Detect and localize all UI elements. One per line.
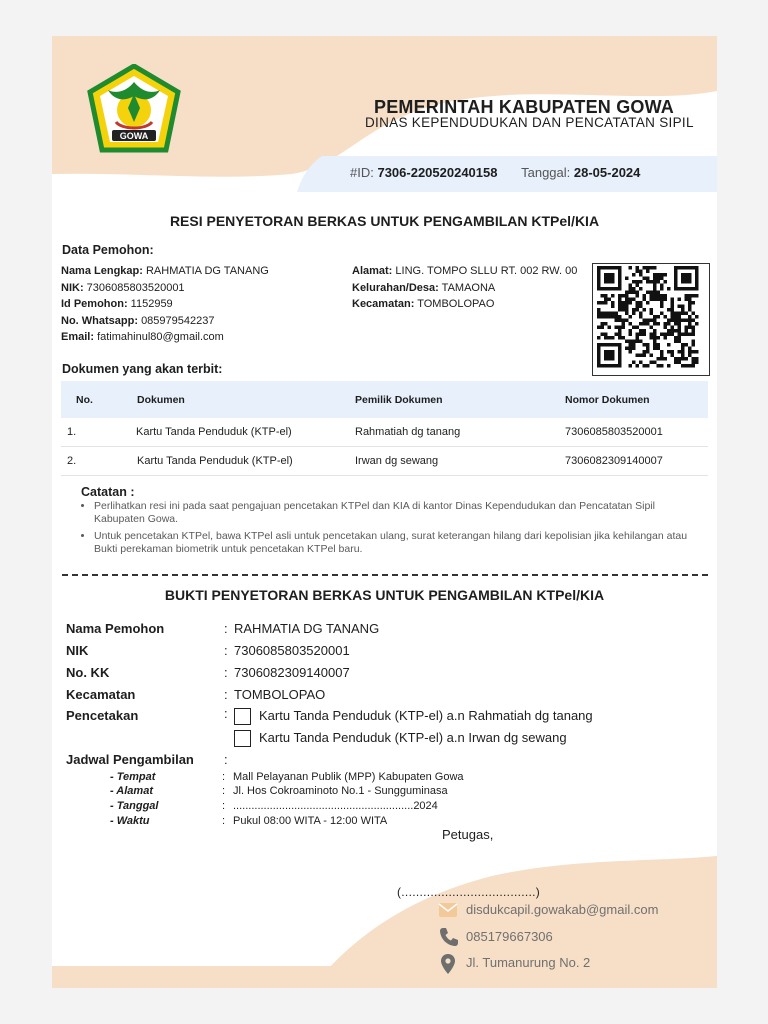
org-name: PEMERINTAH KABUPATEN GOWA — [374, 97, 674, 117]
notes-list — [80, 500, 694, 560]
id-label: #ID: — [350, 165, 374, 180]
id-value: 7306-220520240158 — [377, 165, 498, 180]
schedule-alamat: - Alamat : Jl. Hos Cokroaminoto No.1 - Sungguminasa — [110, 785, 448, 797]
field-alamat: Alamat: LING. TOMPO SLLU RT. 002 RW. 00 — [352, 265, 578, 277]
proof-row-kk: No. KK : 7306082309140007 — [66, 665, 350, 680]
org-subtitle: DINAS KEPENDUDUKAN DAN PENCATATAN SIPIL — [365, 115, 694, 130]
col-nomor: Nomor Dokumen — [564, 381, 708, 418]
applicant-right-fields — [352, 263, 590, 313]
note-item: • Perlihatkan resi ini pada saat pengajuan pencetakan KTPel dan KIA di kantor Dinas Kependudukan dan Pencatatan Sipil Kabupaten Gowa. — [94, 500, 694, 525]
field-id-pemohon: Id Pemohon: 1152959 — [61, 298, 173, 310]
note-item: • Untuk pencetakan KTPel, bawa KTPel asli untuk pencetakan ulang, surat keterangan hilang dari kepolisian jika kehilangan atau Bukti perekaman biometrik untuk pencetakan KTPel baru. — [94, 530, 694, 555]
table-row: 1. Kartu Tanda Penduduk (KTP-el) Rahmatiah dg tanang 7306085803520001 — [61, 418, 708, 447]
schedule-waktu: - Waktu : Pukul 08:00 WITA - 12:00 WITA — [110, 815, 388, 827]
proof-row-nik: NIK : 7306085803520001 — [66, 643, 350, 658]
date-label: Tanggal: — [521, 165, 571, 180]
col-dokumen: Dokumen — [136, 381, 354, 418]
applicant-heading: Data Pemohon: — [62, 243, 154, 257]
field-email: Email: fatimahinul80@gmail.com — [61, 331, 224, 343]
field-whatsapp: No. Whatsapp: 085979542237 — [61, 314, 215, 327]
receipt-page — [52, 36, 717, 988]
col-no: No. — [61, 381, 136, 418]
email-icon — [438, 902, 458, 918]
print-item-1: Kartu Tanda Penduduk (KTP-el) a.n Rahmatiah dg tanang — [234, 707, 593, 729]
checkbox-1[interactable] — [234, 708, 251, 725]
print-item-2: Kartu Tanda Penduduk (KTP-el) a.n Irwan dg sewang — [234, 729, 593, 751]
contact-email: disdukcapil.gowakab@gmail.com — [466, 902, 659, 917]
field-nama: Nama Lengkap: RAHMATIA DG TANANG — [61, 265, 269, 277]
proof-row-jadwal: Jadwal Pengambilan : — [66, 752, 228, 767]
proof-row-kecamatan: Kecamatan : TOMBOLOPAO — [66, 687, 326, 702]
date-value: 28-05-2024 — [573, 165, 641, 180]
table-header-row — [61, 381, 708, 418]
contact-address: Jl. Tumanurung No. 2 — [466, 955, 591, 970]
field-kelurahan: Kelurahan/Desa: TAMAONA — [352, 281, 496, 294]
proof-row-pencetakan: Pencetakan : Kartu Tanda Penduduk (KTP-el) a.n Rahmatiah dg tanang Kartu Tanda Penduduk (KTP-el) a.n Irwan dg sewang — [66, 707, 593, 751]
gowa-regency-logo — [86, 64, 182, 156]
cut-line-divider — [62, 574, 708, 576]
documents-heading: Dokumen yang akan terbit: — [62, 362, 223, 376]
field-nik: NIK: 7306085803520001 — [61, 281, 185, 294]
notes-heading: Catatan : — [81, 485, 135, 499]
receipt-title: RESI PENYETORAN BERKAS UNTUK PENGAMBILAN KTPel/KIA — [169, 213, 600, 229]
phone-icon — [439, 927, 459, 947]
contact-phone: 085179667306 — [466, 929, 553, 944]
table-row: 2. Kartu Tanda Penduduk (KTP-el) Irwan dg sewang 7306082309140007 — [61, 447, 708, 476]
field-kecamatan: Kecamatan: TOMBOLOPAO — [352, 298, 495, 310]
checkbox-2[interactable] — [234, 730, 251, 747]
schedule-tanggal: - Tanggal : ...........................................................2024 — [110, 800, 438, 812]
col-pemilik: Pemilik Dokumen — [354, 381, 564, 418]
svg-text:GOWA: GOWA — [119, 131, 149, 141]
officer-label: Petugas, — [442, 827, 494, 842]
location-pin-icon — [440, 953, 456, 975]
proof-row-nama: Nama Pemohon : RAHMATIA DG TANANG — [66, 621, 380, 636]
qr-code — [592, 263, 710, 376]
proof-title: BUKTI PENYETORAN BERKAS UNTUK PENGAMBILAN KTPel/KIA — [164, 587, 605, 603]
signature-line: (.....................................) — [397, 885, 541, 899]
id-bar — [350, 165, 640, 180]
applicant-left-fields — [61, 263, 269, 346]
documents-table — [61, 381, 708, 476]
schedule-tempat: - Tempat : Mall Pelayanan Publik (MPP) Kabupaten Gowa — [110, 771, 464, 783]
